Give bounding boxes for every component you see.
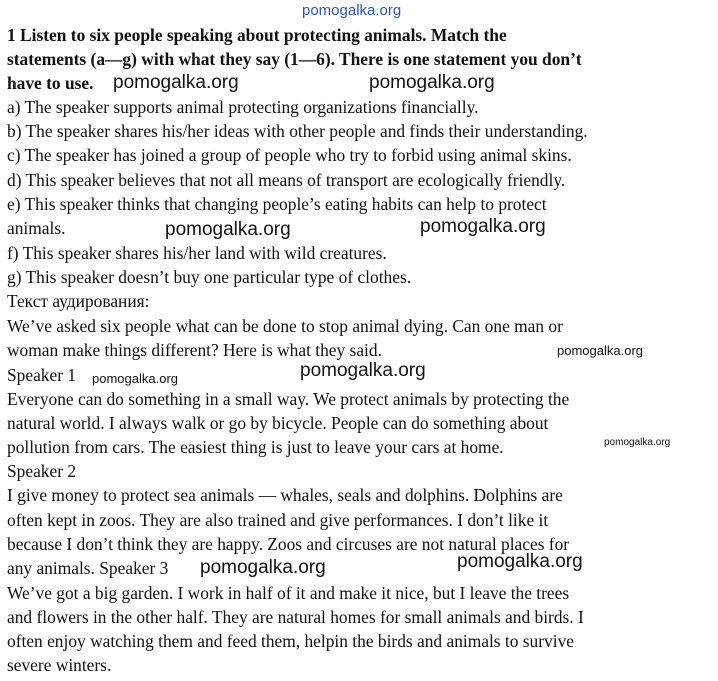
speaker-2-last-text: any animals. (7, 558, 95, 578)
watermark-2: pomogalka.org (369, 72, 495, 93)
speaker-2-line-4 (7, 557, 168, 579)
transcript-heading: Текст аудирования: (7, 291, 150, 311)
intro-line-2: woman make things different? Here is what they said. (7, 340, 382, 360)
statement-d: d) This speaker believes that not all means of transport are ecologically friendly. (7, 170, 566, 190)
statement-e: e) This speaker thinks that changing people’s eating habits can help to protect (7, 194, 547, 214)
watermark-9: pomogalka.org (200, 557, 326, 578)
statement-a: a) The speaker supports animal protecting organizations financially. (7, 97, 479, 117)
statement-f: f) This speaker shares his/her land with wild creatures. (7, 243, 387, 263)
statement-b: b) The speaker shares his/her ideas with other people and finds their understanding. (7, 121, 588, 141)
speaker-2-line-3: because I don’t think they are happy. Zoos and circuses are not natural places for (7, 534, 570, 554)
intro-line-1: We’ve asked six people what can be done to stop animal dying. Can one man or (7, 316, 563, 336)
speaker-1-label: Speaker 1 (7, 365, 77, 385)
speaker-3-line-2: and flowers in the other half. They are natural homes for small animals and birds. I (7, 607, 584, 627)
task-header-line-1: 1 Listen to six people speaking about protecting animals. Match the (7, 25, 507, 45)
watermark-top: pomogalka.org (302, 2, 402, 19)
speaker-1-line-3: pollution from cars. The easiest thing is just to leave your cars at home. (7, 437, 504, 457)
speaker-2-line-1: I give money to protect sea animals — whales, seals and dolphins. Dolphins are (7, 485, 563, 505)
speaker-1-line-2: natural world. I always walk or go by bicycle. People can do something about (7, 413, 549, 433)
speaker-1-line-1: Everyone can do something in a small way. We protect animals by protecting the (7, 389, 570, 409)
statement-g: g) This speaker doesn’t buy one particular type of clothes. (7, 267, 412, 287)
watermark-6: pomogalka.org (92, 371, 178, 386)
speaker-3-line-3: often enjoy watching them and feed them, helpin the birds and animals to survive (7, 631, 574, 651)
statement-c: c) The speaker has joined a group of people who try to forbid using animal skins. (7, 145, 572, 165)
statement-e-cont: animals. (7, 218, 66, 238)
speaker-3-line-4: severe winters. (7, 655, 112, 675)
speaker-2-label: Speaker 2 (7, 461, 77, 481)
task-header-line-2: statements (a—g) with what they say (1—6). There is one statement you don’t (7, 49, 582, 69)
watermark-5: pomogalka.org (557, 343, 643, 358)
task-header-line-3: have to use. (7, 73, 94, 93)
watermark-8: pomogalka.org (604, 437, 671, 448)
speaker-3-label: Speaker 3 (99, 558, 169, 578)
watermark-3: pomogalka.org (165, 219, 291, 240)
speaker-3-line-1: We’ve got a big garden. I work in half of it and make it nice, but I leave the trees (7, 583, 570, 603)
watermark-1: pomogalka.org (113, 72, 239, 93)
watermark-7: pomogalka.org (300, 360, 426, 381)
speaker-2-line-2: often kept in zoos. They are also trained and give performances. I don’t like it (7, 510, 549, 530)
watermark-4: pomogalka.org (420, 216, 546, 237)
watermark-10: pomogalka.org (457, 551, 583, 572)
